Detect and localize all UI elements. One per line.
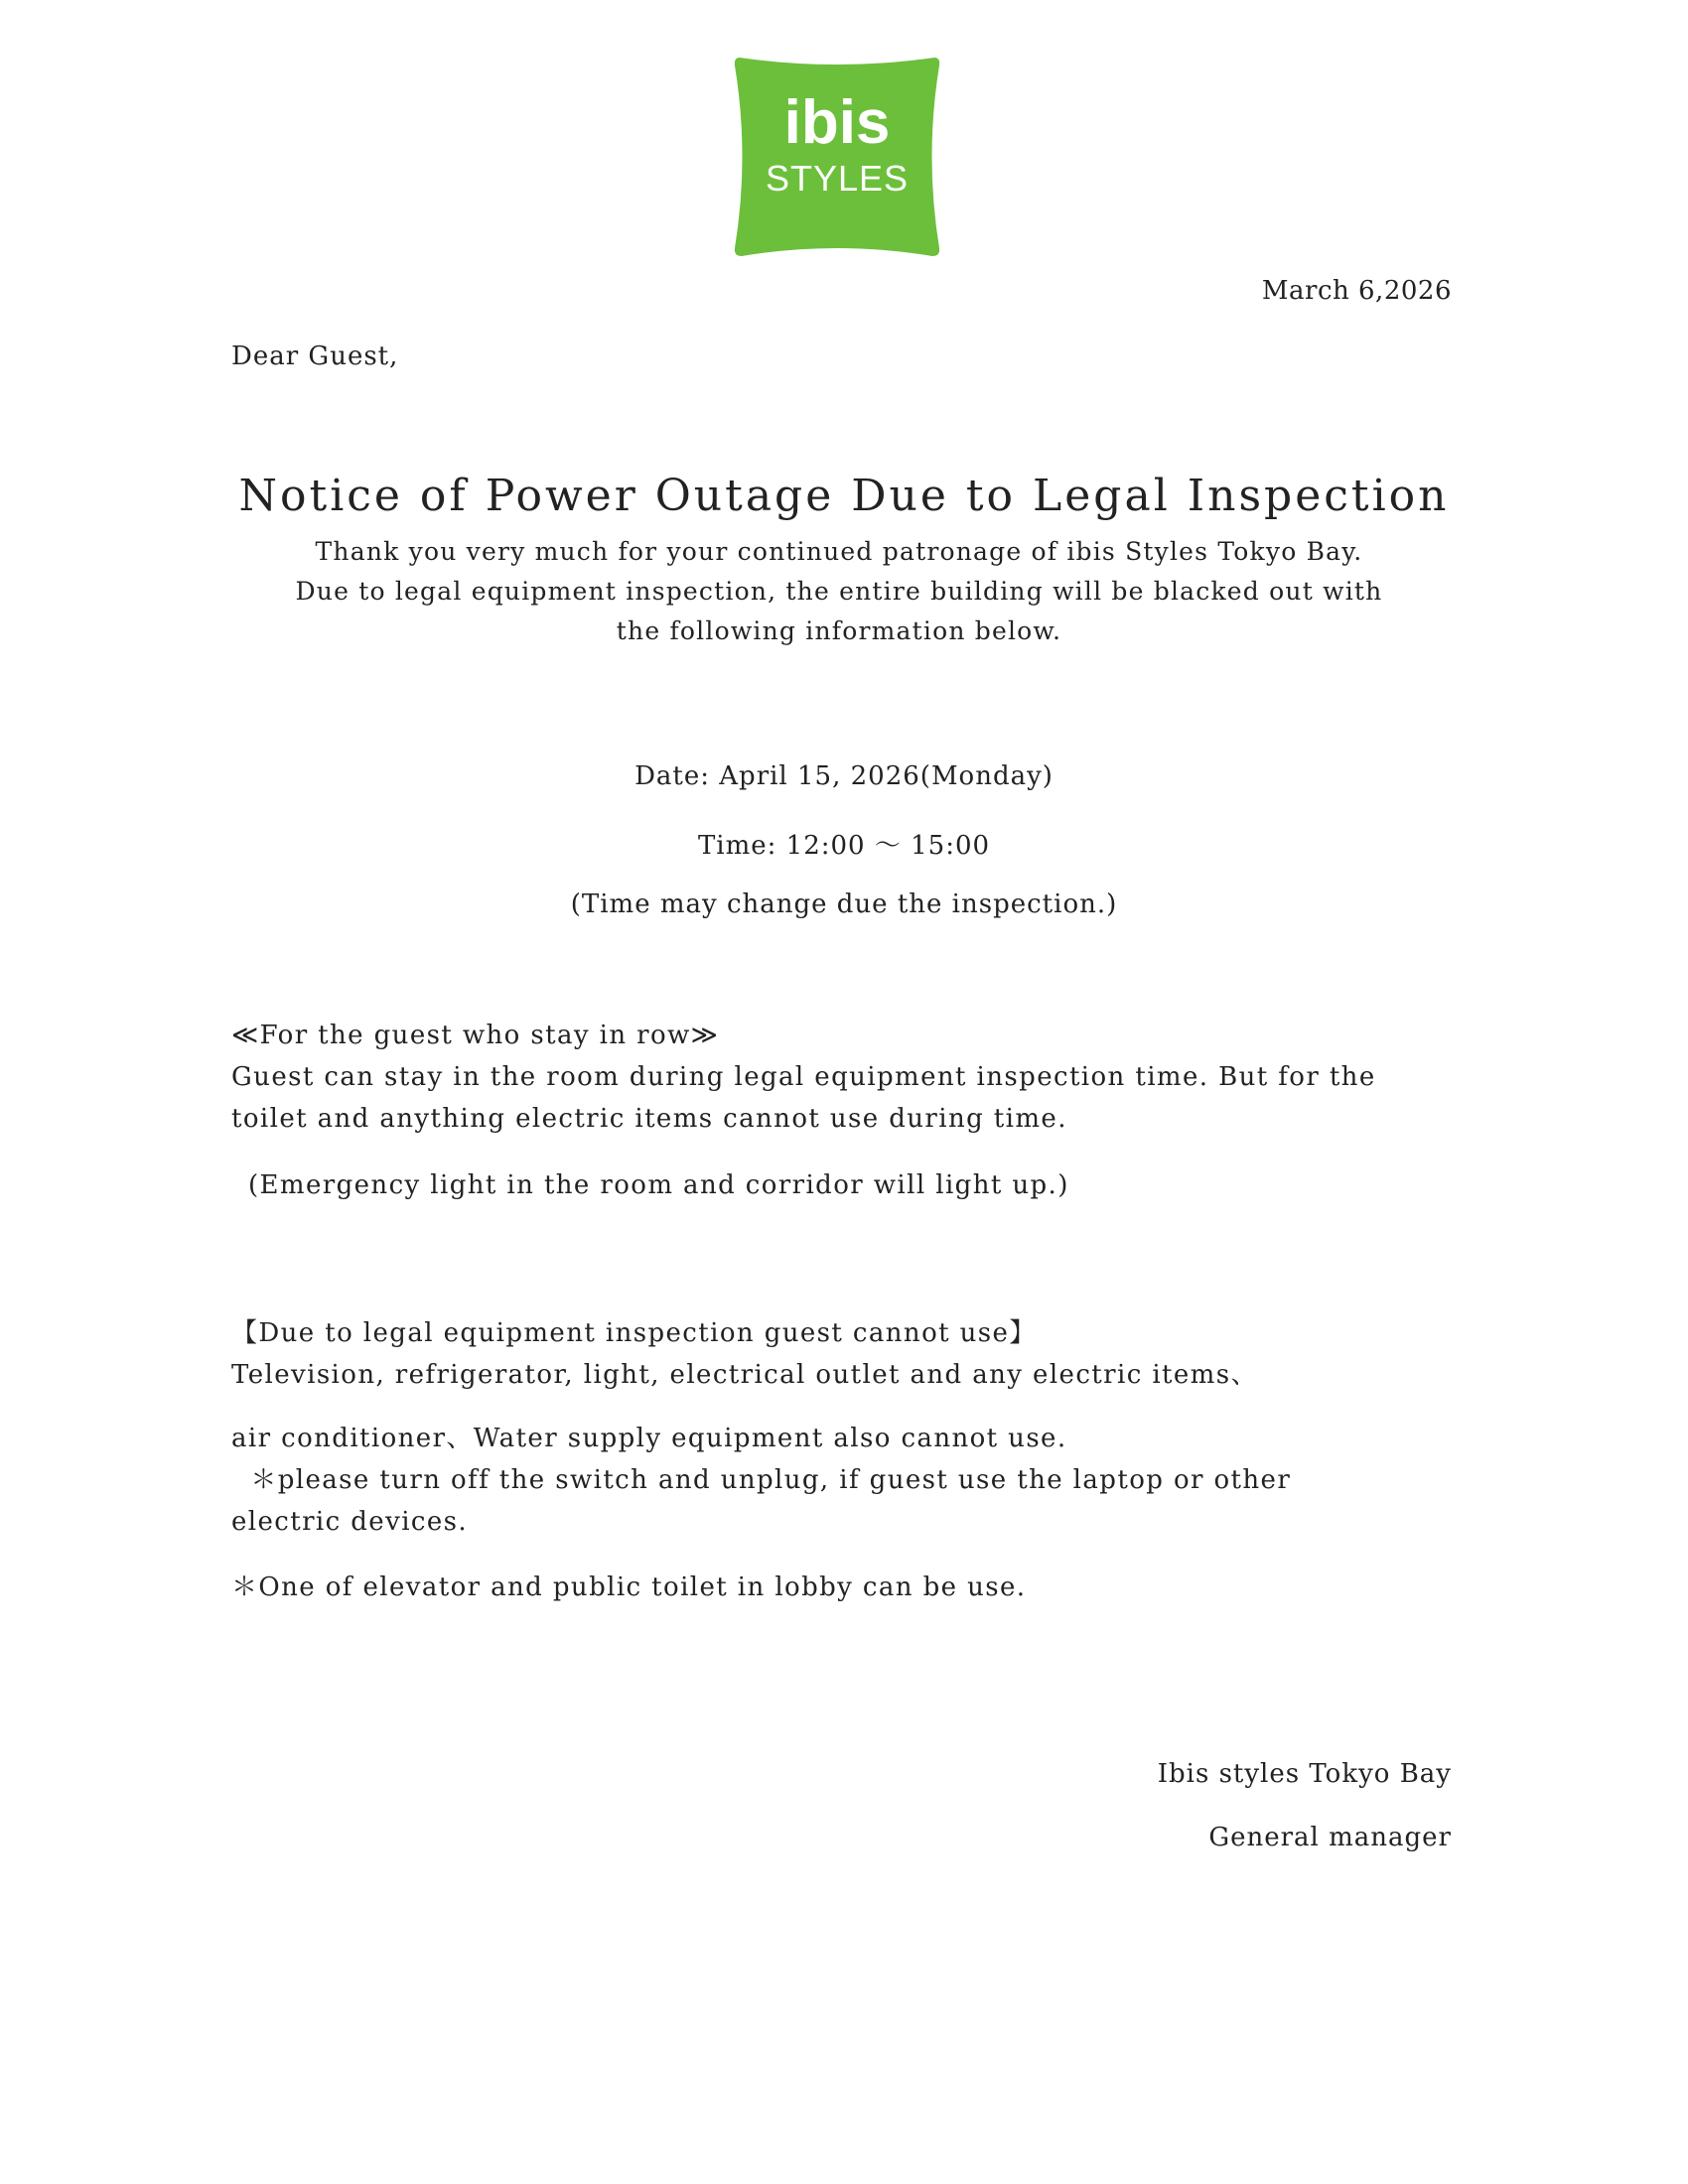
- ibis-styles-logo: [730, 52, 944, 262]
- intro-line: Due to legal equipment inspection, the entire building will be blacked out with: [295, 577, 1383, 606]
- unplug-note: ＊please turn off the switch and unplug, if guest use the laptop or other: [231, 1465, 1292, 1495]
- stay-line: Guest can stay in the room during legal equipment inspection time. But for the: [231, 1062, 1376, 1092]
- schedule-date: Date: April 15, 2026(Monday): [634, 761, 1054, 791]
- elevator-note-text: ＊One of elevator and public toilet in lobby can be use.: [231, 1572, 1027, 1602]
- stay-section: [231, 1015, 1463, 1140]
- cannot-use-line: Television, refrigerator, light, electrical outlet and any electric items、: [231, 1360, 1258, 1390]
- intro-paragraph: [228, 532, 1450, 651]
- cannot-use-line: air conditioner、Water supply equipment also cannot use.: [231, 1424, 1067, 1453]
- intro-line: Thank you very much for your continued patronage of ibis Styles Tokyo Bay.: [315, 537, 1363, 566]
- logo-brand-text: ibis: [783, 88, 891, 157]
- cannot-use-heading: 【Due to legal equipment inspection guest cannot use】: [231, 1318, 1037, 1348]
- stay-line: toilet and anything electric items cannot use during time.: [231, 1104, 1067, 1134]
- schedule-note: (Time may change due the inspection.): [570, 889, 1118, 919]
- notice-date: March 6,2026: [1261, 276, 1452, 306]
- salutation: Dear Guest,: [231, 341, 399, 371]
- intro-line: the following information below.: [616, 616, 1062, 645]
- elevator-note: [231, 1567, 1463, 1608]
- signature-role: General manager: [1208, 1823, 1452, 1852]
- notice-title: Notice of Power Outage Due to Legal Inspection: [238, 471, 1450, 521]
- cannot-use-continued: [231, 1418, 1463, 1543]
- schedule-time: Time: 12:00 ～ 15:00: [697, 831, 991, 861]
- logo-sub-text: STYLES: [765, 158, 910, 199]
- cannot-use-section: [231, 1312, 1463, 1396]
- stay-note-text: (Emergency light in the room and corridor will light up.): [248, 1170, 1069, 1200]
- signature-org: Ibis styles Tokyo Bay: [1157, 1759, 1452, 1789]
- stay-note: [248, 1164, 1479, 1206]
- stay-heading: ≪For the guest who stay in row≫: [231, 1021, 720, 1050]
- unplug-note: electric devices.: [231, 1507, 469, 1537]
